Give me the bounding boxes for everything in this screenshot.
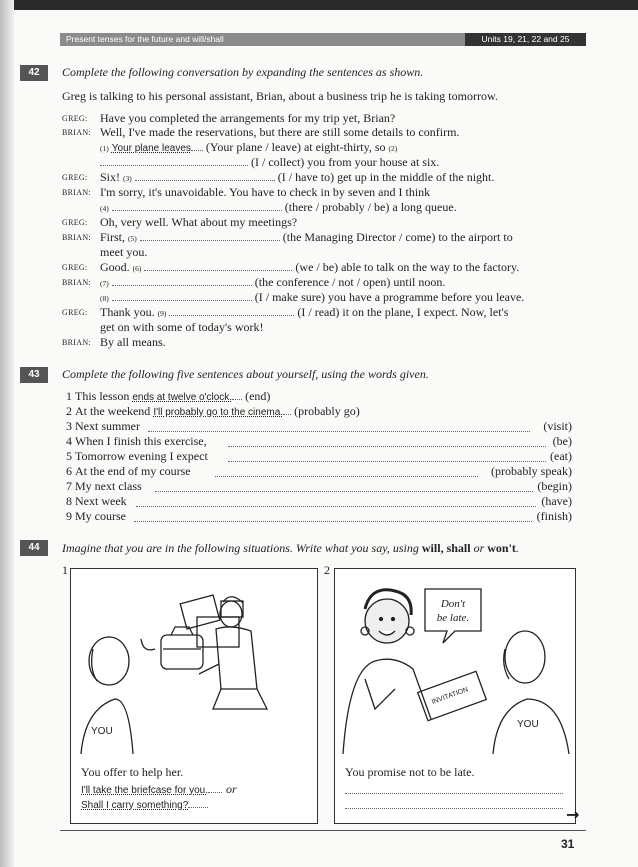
panel-1-answer-line-2: [81, 795, 208, 813]
blank-number: (6): [132, 264, 142, 273]
answer-blank: [208, 784, 222, 793]
dialogue-line: [100, 200, 457, 215]
dialogue-text: Six!: [100, 170, 121, 184]
page-binding-edge: [0, 0, 14, 867]
dialogue-line: [100, 290, 524, 305]
dialogue-line: [100, 305, 508, 320]
handwritten-answer: I'll take the briefcase for you.: [81, 785, 208, 796]
keyword-will: will: [421, 541, 441, 555]
answer-blank: [136, 506, 536, 507]
conjunction: or: [473, 541, 485, 555]
panel-caption: You promise not to be late.: [345, 765, 475, 779]
answer-blank: [155, 491, 533, 492]
sentence-start: At the weekend: [75, 404, 151, 418]
sentence-item: [75, 404, 360, 419]
conjunction: or: [225, 782, 237, 796]
blank-number: (8): [100, 294, 109, 303]
panel-number: 2: [324, 563, 330, 577]
verb-cue: (begin): [537, 479, 572, 493]
speaker-label: GREG:: [62, 218, 88, 227]
keyword-shall: shall: [446, 541, 471, 555]
footer-rule: [60, 830, 586, 831]
item-number: 3: [66, 419, 72, 433]
item-number: 6: [66, 464, 72, 478]
panel-2: [334, 568, 576, 824]
panel-number: 1: [62, 563, 68, 577]
answer-blank: [283, 406, 291, 415]
exercise-number-42: 42: [20, 65, 48, 81]
handwritten-answer: ends at twelve o'clock.: [132, 392, 233, 403]
sentence-start: Next week: [75, 494, 127, 508]
item-number: 1: [66, 389, 72, 403]
dialogue-line: By all means.: [100, 335, 166, 349]
illustration-woman-with-luggage: [71, 569, 317, 754]
answer-blank: [215, 476, 478, 477]
blank-number: (3): [123, 174, 132, 183]
panel-caption: You offer to help her.: [81, 765, 184, 779]
handwritten-answer: Shall I carry something?: [81, 800, 189, 811]
sentence-start: When I finish this exercise,: [75, 434, 207, 448]
sentence-item: [75, 389, 270, 404]
speaker-label: GREG:: [62, 173, 88, 182]
dialogue-line: I'm sorry, it's unavoidable. You have to check in by seven and I think: [100, 185, 431, 199]
dialogue-text: (there / probably / be) a long queue.: [284, 200, 457, 214]
top-edge: [0, 0, 638, 10]
exercise-number-43: 43: [20, 367, 48, 383]
dialogue-line: [100, 170, 494, 185]
speaker-label: GREG:: [62, 114, 88, 123]
speech-bubble-line-1: Don't: [440, 598, 466, 610]
answer-blank: [112, 202, 282, 211]
period: .: [515, 541, 519, 555]
exercise-44-instruction: [62, 541, 519, 556]
verb-cue: (probably speak): [491, 464, 572, 478]
panel-1: [70, 568, 318, 824]
item-number: 9: [66, 509, 72, 523]
you-label: YOU: [517, 719, 539, 730]
speaker-label: BRIAN:: [62, 278, 91, 287]
exercise-42-instruction: Complete the following conversation by expanding the sentences as shown.: [62, 65, 424, 79]
item-number: 8: [66, 494, 72, 508]
sentence-start: Tomorrow evening I expect: [75, 449, 208, 463]
verb-cue: (finish): [536, 509, 572, 523]
dialogue-line: [100, 230, 513, 245]
header-units: Units 19, 21, 22 and 25: [465, 33, 586, 46]
blank-number: (9): [157, 309, 167, 318]
handwritten-answer: Your plane leaves: [111, 143, 191, 154]
page-number: 31: [561, 837, 575, 851]
answer-blank: [134, 521, 532, 522]
blank-number: (7): [100, 279, 109, 288]
answer-blank: [112, 292, 252, 301]
separator: ,: [440, 541, 444, 555]
dialogue-text: (I / make sure) you have a programme before you leave.: [254, 290, 525, 304]
answer-blank: [232, 391, 242, 400]
item-number: 7: [66, 479, 72, 493]
speaker-label: BRIAN:: [62, 128, 91, 137]
dialogue-line: get on with some of today's work!: [100, 320, 264, 334]
next-page-arrow-icon: →: [566, 805, 580, 824]
dialogue-text: (I / collect) you from your house at six.: [251, 155, 440, 169]
answer-blank: [140, 232, 280, 241]
answer-blank: [188, 799, 208, 808]
speech-bubble-line-2: be late.: [436, 612, 470, 624]
dialogue-line: [100, 155, 439, 170]
verb-cue: (end): [245, 389, 271, 403]
dialogue-line: [100, 275, 445, 290]
dialogue-text: First,: [100, 230, 126, 244]
handwritten-answer: I'll probably go to the cinema.: [153, 407, 284, 418]
verb-cue: (eat): [550, 449, 572, 463]
answer-blank: [191, 142, 203, 151]
you-label: YOU: [91, 726, 113, 737]
blank-number: (4): [100, 204, 109, 213]
dialogue-text: (the Managing Director / come) to the airport to: [282, 230, 513, 244]
sentence-start: Next summer: [75, 419, 140, 433]
dialogue-text: (the conference / not / open) until noon.: [254, 275, 446, 289]
answer-blank: [228, 446, 546, 447]
speaker-label: BRIAN:: [62, 188, 91, 197]
sentence-start: My course: [75, 509, 126, 523]
dialogue-line: [100, 140, 397, 155]
answer-blank: [228, 461, 546, 462]
speaker-label: GREG:: [62, 308, 88, 317]
answer-blank: [345, 793, 563, 794]
verb-cue: (have): [541, 494, 572, 508]
answer-blank: [345, 808, 563, 809]
dialogue-text: (I / have to) get up in the middle of the night.: [277, 170, 495, 184]
verb-cue: (visit): [543, 419, 572, 433]
illustration-woman-with-invitation: [335, 569, 575, 754]
dialogue-line: Well, I've made the reservations, but there are still some details to confirm.: [100, 125, 460, 139]
blank-number: (1): [100, 144, 109, 153]
sentence-start: This lesson: [75, 389, 130, 403]
answer-blank: [112, 277, 252, 286]
answer-blank: [100, 157, 248, 166]
dialogue-text: Thank you.: [100, 305, 155, 319]
item-number: 4: [66, 434, 72, 448]
sentence-start: My next class: [75, 479, 142, 493]
answer-blank: [148, 431, 530, 432]
item-number: 2: [66, 404, 72, 418]
speaker-label: BRIAN:: [62, 233, 91, 242]
dialogue-line: meet you.: [100, 245, 148, 259]
header-title: Present tenses for the future and will/shall: [66, 34, 224, 44]
exercise-43-instruction: Complete the following five sentences about yourself, using the words given.: [62, 367, 429, 381]
answer-blank: [169, 307, 294, 316]
dialogue-text: (we / be) able to talk on the way to the factory.: [295, 260, 520, 274]
blank-number: (2): [388, 144, 398, 153]
dialogue-line: Have you completed the arrangements for my trip yet, Brian?: [100, 111, 396, 125]
speaker-label: BRIAN:: [62, 338, 91, 347]
verb-cue: (probably go): [294, 404, 360, 418]
keyword-wont: won't: [487, 541, 516, 555]
blank-number: (5): [128, 234, 137, 243]
dialogue-text: Good.: [100, 260, 130, 274]
dialogue-line: Oh, very well. What about my meetings?: [100, 215, 298, 229]
exercise-42-intro: Greg is talking to his personal assistant, Brian, about a business trip he is taking tomorrow.: [62, 89, 498, 103]
answer-blank: [135, 172, 275, 181]
item-number: 5: [66, 449, 72, 463]
sentence-start: At the end of my course: [75, 464, 191, 478]
answer-blank: [144, 262, 292, 271]
instruction-text: Imagine that you are in the following situations. Write what you say, using: [62, 541, 419, 555]
invitation-label: INVITATION: [430, 686, 470, 707]
dialogue-line: [100, 260, 519, 275]
dialogue-text: (I / read) it on the plane, I expect. Now, let's: [297, 305, 509, 319]
exercise-number-44: 44: [20, 540, 48, 556]
dialogue-text: (Your plane / leave) at eight-thirty, so: [205, 140, 386, 154]
verb-cue: (be): [552, 434, 572, 448]
speaker-label: GREG:: [62, 263, 88, 272]
